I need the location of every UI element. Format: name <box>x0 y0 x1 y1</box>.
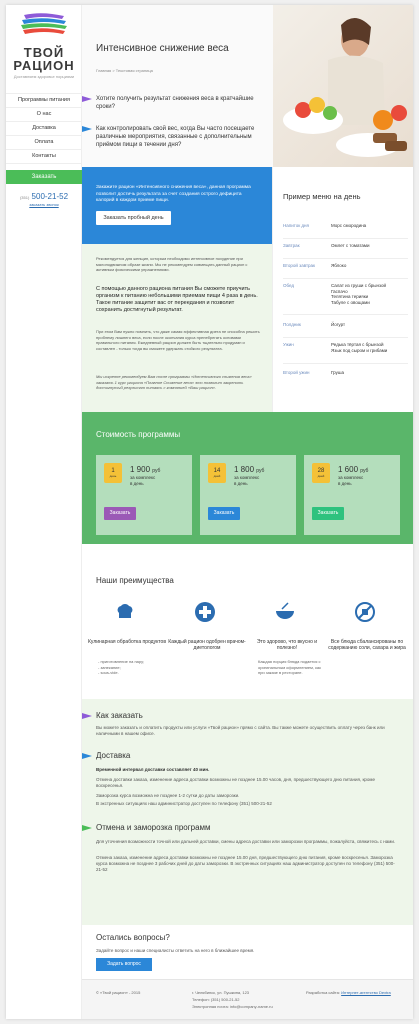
footer-developer-link[interactable]: Интернет-агентство Dextra <box>341 990 391 995</box>
footer-phone: Телефон: (351) 500-21-52 <box>192 997 240 1002</box>
ask-question-button[interactable]: Задать вопрос <box>96 958 152 971</box>
purple-flag-icon <box>82 96 92 102</box>
menu-row-dish: Яблоко <box>331 263 347 268</box>
menu-row-dish: Морс смородина <box>331 223 367 228</box>
calendar-days: 1 <box>111 468 115 474</box>
price-value <box>234 465 264 474</box>
logo-brush-icon <box>12 11 76 37</box>
price-note: за комплекс в день <box>338 475 364 486</box>
menu-row-meal: Обед <box>283 283 295 288</box>
article <box>82 244 272 412</box>
nav-item-contacts[interactable]: Контакты <box>6 150 82 164</box>
price-currency: руб <box>152 468 161 474</box>
breadcrumb[interactable]: Главная > Текстовая страница <box>96 68 153 73</box>
hero-photo-illustration <box>273 5 413 167</box>
hero-question-2: Как контролировать свой вес, когда Вы часто посещаете различные мероприятия, связанные с дополнительным приёмом пищи в течении дня? <box>96 126 255 148</box>
advantage-text: - приготовление на пару; - запекание; - sous-vide. <box>98 659 145 675</box>
menu-row-dish: Йогурт <box>331 322 346 327</box>
phone-code: (351) <box>19 195 30 200</box>
how-to-order-text: Вы можете заказать и оплатить продукты или услуги «Твой рацион» прямо с сайта. Вы также можете осуществить оплату через банк или наличными в нашем офисе. <box>96 725 385 736</box>
price-amount: 1 600 <box>338 465 359 474</box>
article-para-2: С помощью данного рациона питания Вы сможете приучить организм к питанию небольшими приемам пищи 4 раза в день. Такое питание защитит вас от переедания и позволит сохранить достигнутый результат. <box>96 286 258 313</box>
menu-row-meal: Ужин <box>283 342 294 347</box>
footer <box>82 979 413 1019</box>
footer-developer-label: Разработка сайта: <box>306 990 341 995</box>
menu-row <box>283 263 408 279</box>
phone-number <box>6 192 82 201</box>
blue-flag-icon <box>82 126 92 132</box>
delivery-text-1: Отмена доставки заказа, изменение адреса доставки возможны не позднее 15.00 часов, дня, предшествующего дню питания, кроме воскресенья. <box>96 777 376 788</box>
price-currency: руб <box>360 468 369 474</box>
advantages-section <box>82 544 413 699</box>
advantage-item <box>248 601 326 676</box>
questions-section <box>82 925 413 979</box>
advantage-item <box>328 601 406 659</box>
price-card <box>200 455 296 535</box>
advantage-heading: Это здорово, что вкусно и полезно! <box>256 639 318 651</box>
advantage-item <box>88 601 166 676</box>
delivery-text-2: Заморозка курса возможна не позднее 1-2 сутки до даты заморозки. <box>96 793 240 798</box>
cancel-freeze-title: Отмена и заморозка программ <box>96 823 211 832</box>
footer-address: г. Челябинск, ул. Пушкина, 123 <box>192 990 250 995</box>
questions-title: Остались вопросы? <box>96 933 170 942</box>
delivery-lead <box>96 767 401 773</box>
how-to-order-title: Как заказать <box>96 711 143 720</box>
menu-row <box>283 370 408 384</box>
menu-row <box>283 283 408 315</box>
trial-offer-text: Закажите рацион «Интенсивного снижения веса», данная программа позволит достичь результата за счет создания острого дефицита калорий в каждом приеме пищи. <box>96 185 251 203</box>
calendar-days: 28 <box>317 468 325 474</box>
article-para-4: Мы искренне рекомендуем Вам после программы «Интенсивного снижения веса» заказать 1 курс рациона «Плавное Снижение веса» это позволит закрепить достигнутый результат питаясь с компанией «Ваш рацион». <box>96 374 252 390</box>
sidebar <box>6 5 82 1019</box>
questions-text: Задайте вопрос и наши специалисты ответить на него в ближайшее время. <box>96 948 255 953</box>
article-para-1: Рекомендуется для женщин, которым необходимо интенсивное похудение при малоподвижном образе жизни. Мы не рекомендуем совмещать данный рацион с активным физическими упражнениями. <box>96 256 248 272</box>
delivery-title: Доставка <box>96 751 131 760</box>
calendar-days: 14 <box>213 468 221 474</box>
price-amount: 1 800 <box>234 465 255 474</box>
menu-row <box>283 342 408 364</box>
menu-row-meal: Напиток дня <box>283 223 309 228</box>
main-nav <box>6 93 82 164</box>
calendar-icon <box>104 463 122 483</box>
advantage-text: Каждая порция блюда подается с оригинальным оформлением, как при заказе в ресторане. <box>258 659 321 675</box>
page-title: Интенсивное снижение веса <box>96 43 229 54</box>
day-menu-panel <box>272 167 413 412</box>
calendar-icon <box>312 463 330 483</box>
menu-row <box>283 243 408 259</box>
article-para-3: При этом Вам нужно помнить, что даже самая эффективная диета не способна решить проблему лишнего веса, если после окончания курса пренебрегать основами правильного питания. Ежедневный рацион должен быть тщательно продуман и составлен - только тогда вы сможете удержать стойкого результата. <box>96 329 260 351</box>
menu-row-meal: Второй ужин <box>283 370 310 375</box>
no-sugar-icon <box>354 601 376 623</box>
calendar-unit: дней <box>317 474 325 478</box>
footer-copyright: © «Твой рацион» - 2015 <box>96 990 141 995</box>
phone-digits: 500-21-52 <box>31 192 69 201</box>
footer-developer <box>306 990 391 995</box>
price-value <box>130 465 160 474</box>
cancel-text-2: Отмена заказа, изменение адреса доставки возможны не позднее 15.00 дня, предшествующего дню питания, кроме воскресенья. Заморозка курса возможна не позднее 3 рабочих дней до даты заморозки. В экстренных ситуациях наш администратор доступен по телефону (351) 500-21-52 <box>96 855 395 872</box>
advantage-item <box>168 601 246 659</box>
menu-row-dish: Редька тёртая с брынзой Язык под сыром и грибами <box>331 342 388 353</box>
pricing-title: Стоимость программы <box>96 430 181 439</box>
price-note: за комплекс в день <box>234 475 260 486</box>
order-button-28-days[interactable]: Заказать <box>312 507 344 520</box>
menu-row-meal: Второй завтрак <box>283 263 316 268</box>
price-card <box>96 455 192 535</box>
sidebar-order-button[interactable]: Заказать <box>6 170 82 184</box>
logo[interactable] <box>12 11 76 79</box>
order-button-1-day[interactable]: Заказать <box>104 507 136 520</box>
nav-item-payment[interactable]: Оплата <box>6 136 82 150</box>
advantages-title: Наши преимущества <box>96 576 174 585</box>
menu-row <box>283 223 408 239</box>
menu-row-meal: Завтрак <box>283 243 300 248</box>
callback-link[interactable]: заказать звонок <box>29 202 59 207</box>
footer-email[interactable]: Электронная почта: info@company-name.ru <box>192 1004 273 1009</box>
calendar-icon <box>208 463 226 483</box>
nav-item-delivery[interactable]: Доставка <box>6 122 82 136</box>
advantage-heading: Все блюда сбалансированы по содержанию соли, сахара и жира <box>328 639 406 651</box>
medical-cross-icon <box>194 601 216 623</box>
order-button-14-days[interactable]: Заказать <box>208 507 240 520</box>
logo-title: ТВОЙ РАЦИОН <box>13 45 75 73</box>
price-currency: руб <box>256 468 265 474</box>
chef-hat-icon <box>114 601 136 623</box>
advantage-heading: Кулинарная обработка продуктов <box>88 639 166 645</box>
day-menu-title: Пример меню на день <box>283 192 361 201</box>
delivery-text-3: В экстренных ситуациях наш администратор доступен по телефону (351) 500-21-52 <box>96 801 272 806</box>
main-content <box>82 5 413 1019</box>
menu-row-meal: Полдник <box>283 322 301 327</box>
menu-row-dish: Груша <box>331 370 344 375</box>
bowl-icon <box>274 601 296 623</box>
hero-question-1: Хотите получить результат снижения веса в кратчайшие сроки? <box>96 96 254 110</box>
cancel-text-1: Для уточнения возможности точной или дальней доставки, смены адреса доставки или заморозки программы, пожалуйста, свяжитесь с нами. <box>96 839 396 844</box>
hero <box>82 5 413 167</box>
hero-image <box>273 5 413 167</box>
logo-tagline: Доставляем здоровье порциями <box>13 74 75 79</box>
nav-item-programs[interactable]: Программы питания <box>6 93 82 108</box>
calendar-unit: дней <box>213 474 221 478</box>
price-value <box>338 465 368 474</box>
price-note: за комплекс в день <box>130 475 156 486</box>
menu-row-dish: Салат из груши с брынзой Гаспачо Телятина терияки Табуле с овощами <box>331 283 387 305</box>
trial-day-button[interactable]: Заказать пробный день <box>96 211 171 225</box>
calendar-unit: день <box>109 474 117 478</box>
pricing-section <box>82 412 413 544</box>
menu-row-dish: Омлет с томатами <box>331 243 370 248</box>
menu-row <box>283 322 408 338</box>
nav-item-about[interactable]: О нас <box>6 108 82 122</box>
price-amount: 1 900 <box>130 465 151 474</box>
page <box>6 5 413 1019</box>
advantage-heading: Каждый рацион одобрен врачом-диетологом <box>168 639 246 651</box>
delivery-lead-text: Временной интервал доставки составляет 40 мин. <box>96 767 210 772</box>
ordering-info-section <box>82 699 413 925</box>
trial-offer <box>82 167 272 244</box>
price-card <box>304 455 400 535</box>
